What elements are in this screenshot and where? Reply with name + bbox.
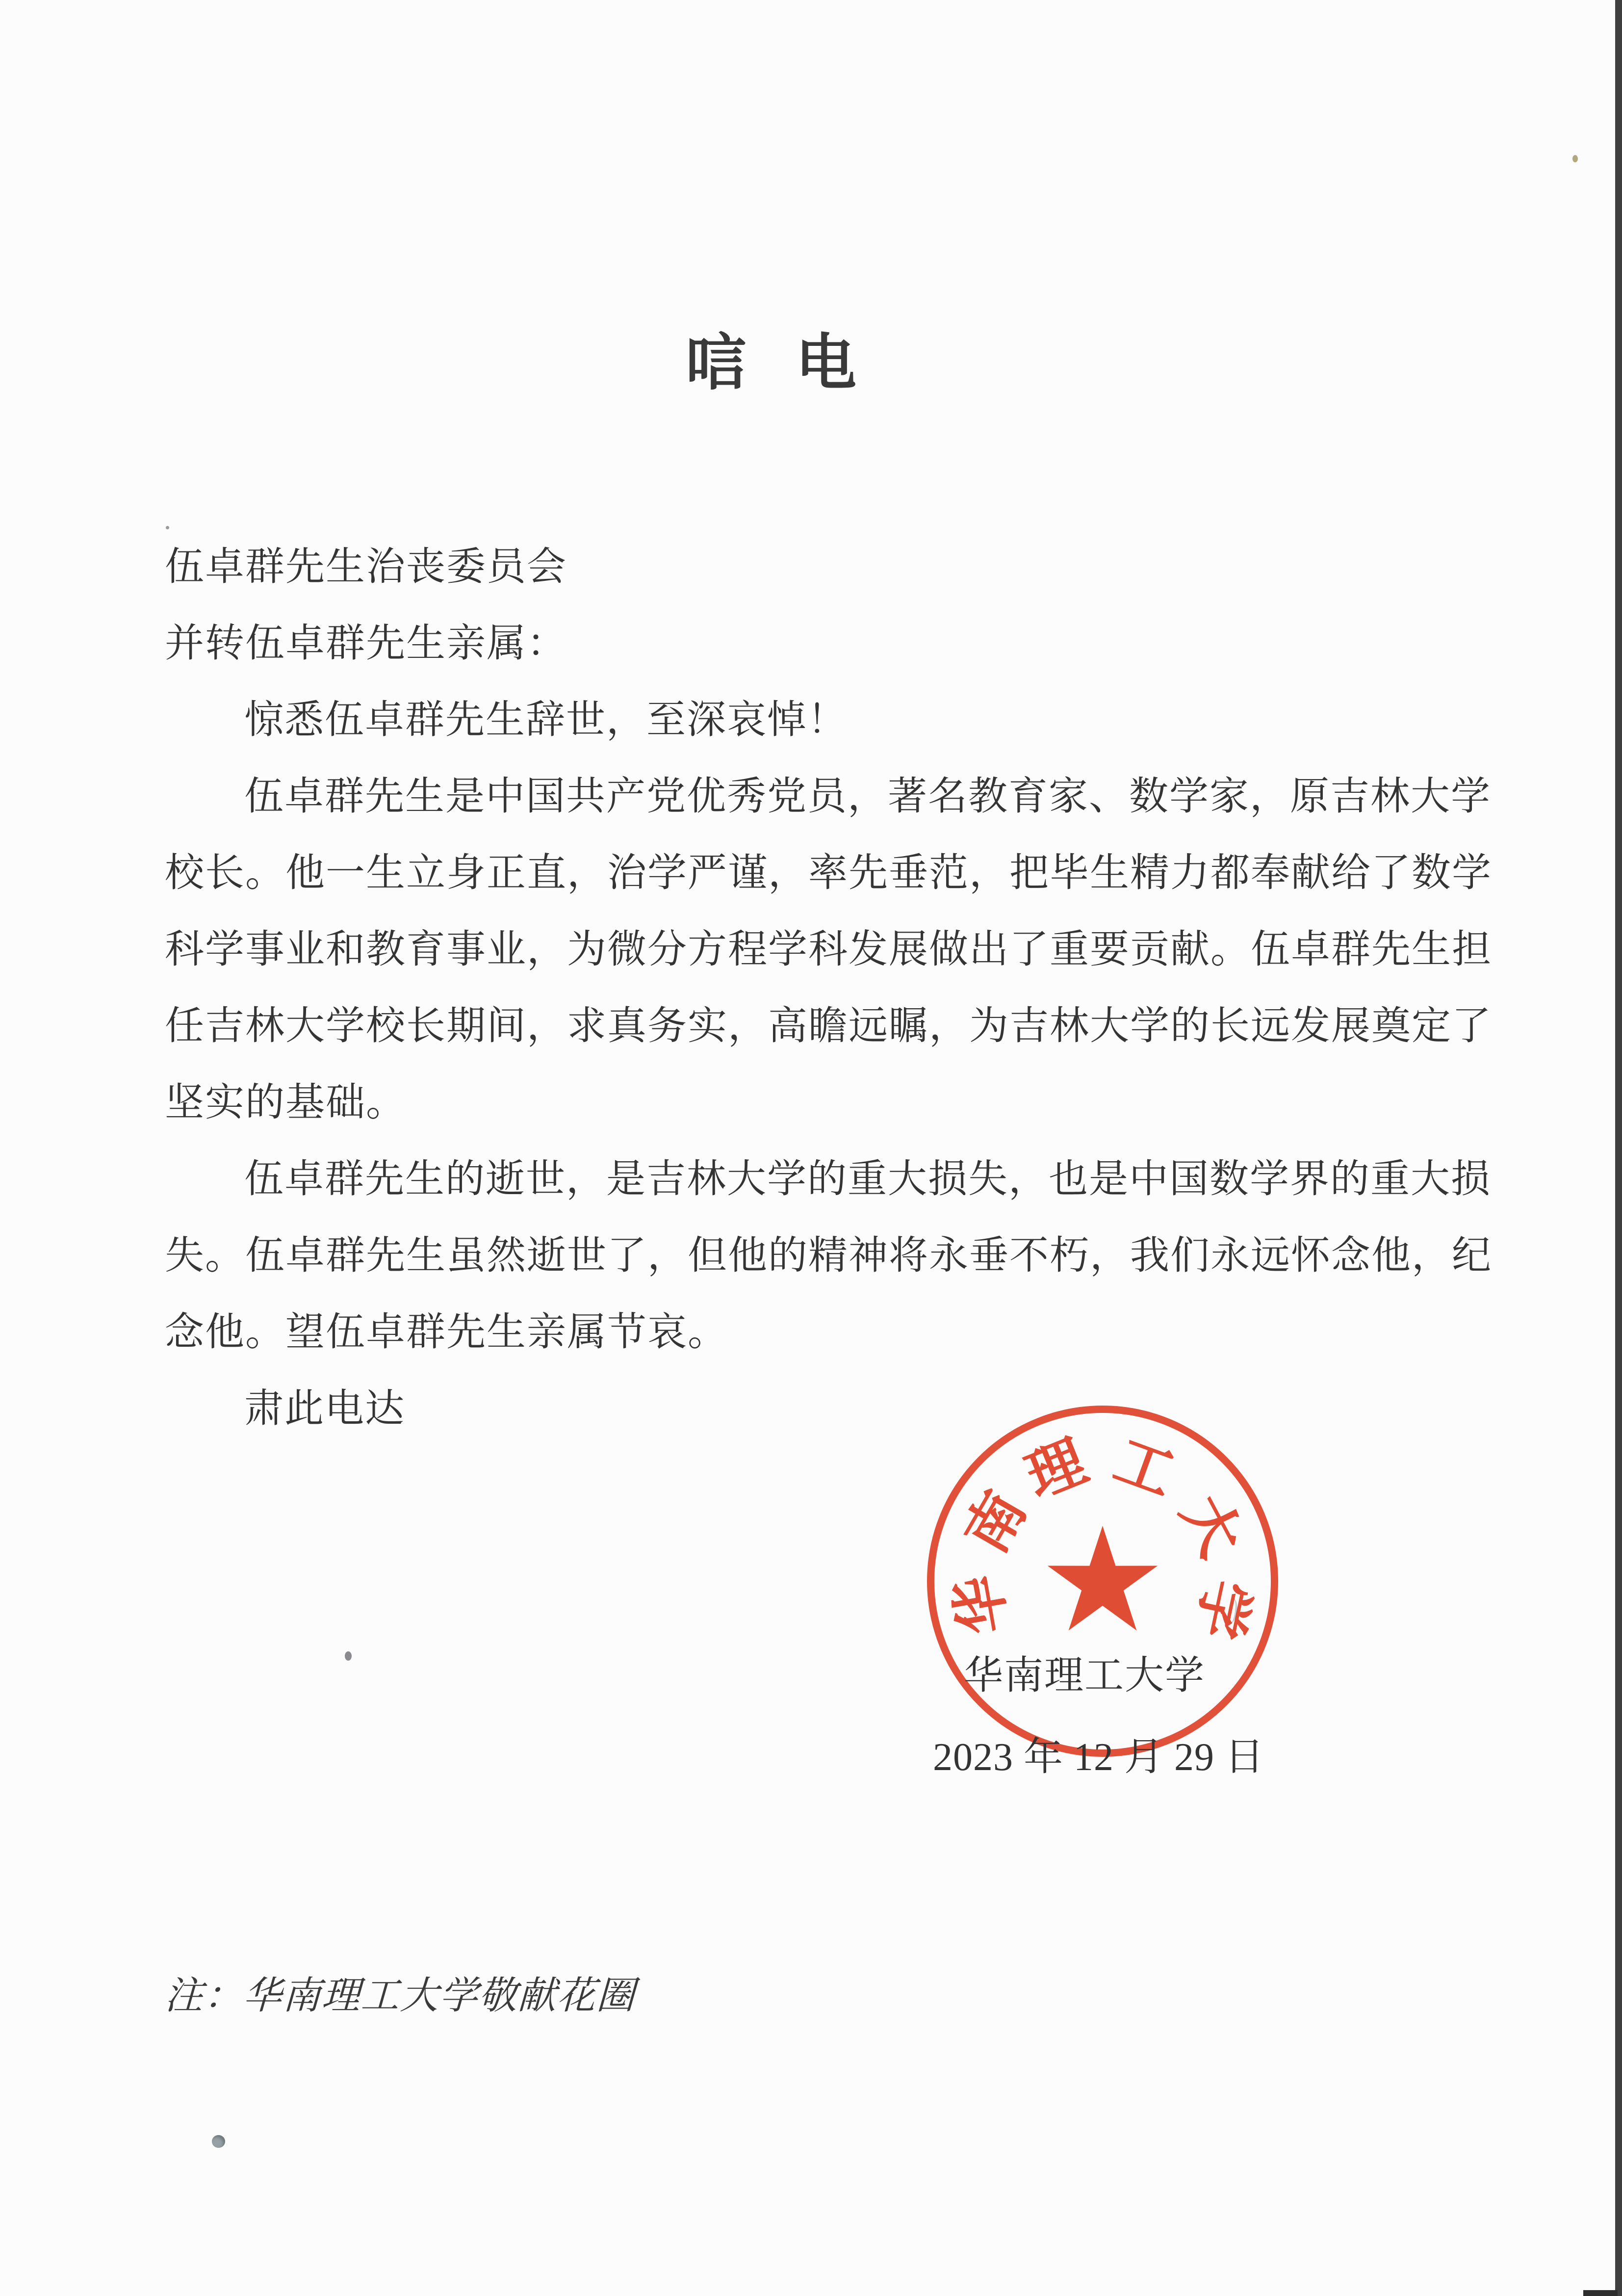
letter-line-closing: 肃此电达 (244, 1387, 405, 1431)
letter-line-recipient: 伍卓群先生治丧委员会 (165, 546, 567, 589)
title-char-1: 唁 (686, 330, 747, 397)
seal-char: 大 (1169, 1485, 1253, 1567)
official-seal (927, 1406, 1278, 1757)
seal-char: 华 (945, 1570, 1019, 1639)
title-char-2: 电 (796, 330, 857, 397)
scan-corner-mark (1583, 2290, 1618, 2296)
signature-date: 2023 年 12 月 29 日 (933, 1736, 1264, 1779)
letter-line: 失。伍卓群先生虽然逝世了，但他的精神将永垂不朽，我们永远怀念他，纪 (165, 1234, 1492, 1278)
letter-line: 伍卓群先生的逝世，是吉林大学的重大损失，也是中国数学界的重大损 (244, 1158, 1491, 1201)
seal-char: 南 (953, 1481, 1038, 1564)
seal-char: 学 (1185, 1574, 1260, 1644)
letter-line: 伍卓群先生是中国共产党优秀党员，著名教育家、数学家，原吉林大学 (244, 775, 1491, 818)
letter-line-recipient-2: 并转伍卓群先生亲属： (165, 622, 567, 665)
scan-speck (345, 1651, 352, 1661)
footer-note: 注：华南理工大学敬献花圈 (164, 1974, 637, 2017)
seal-char: 理 (1017, 1429, 1096, 1511)
letter-line: 科学事业和教育事业，为微分方程学科发展做出了重要贡献。伍卓群先生担 (165, 928, 1492, 971)
letter-line: 坚实的基础。 (165, 1081, 406, 1124)
signature-org: 华南理工大学 (964, 1654, 1205, 1697)
scan-speck (1572, 155, 1578, 162)
scan-speck (166, 526, 169, 529)
letter-line: 念他。望伍卓群先生亲属节哀。 (165, 1311, 728, 1354)
letter-line: 校长。他一生立身正直，治学严谨，率先垂范，把毕生精力都奉献给了数学 (165, 852, 1492, 895)
scan-edge-line (1615, 0, 1622, 2296)
letter-line: 惊悉伍卓群先生辞世，至深哀悼！ (244, 699, 848, 742)
page-title (686, 314, 856, 401)
letter-line: 任吉林大学校长期间，求真务实，高瞻远瞩，为吉林大学的长远发展奠定了 (165, 1005, 1492, 1048)
scan-speck (212, 2135, 225, 2148)
seal-char: 工 (1106, 1428, 1183, 1509)
red-star-icon (1044, 1525, 1161, 1643)
